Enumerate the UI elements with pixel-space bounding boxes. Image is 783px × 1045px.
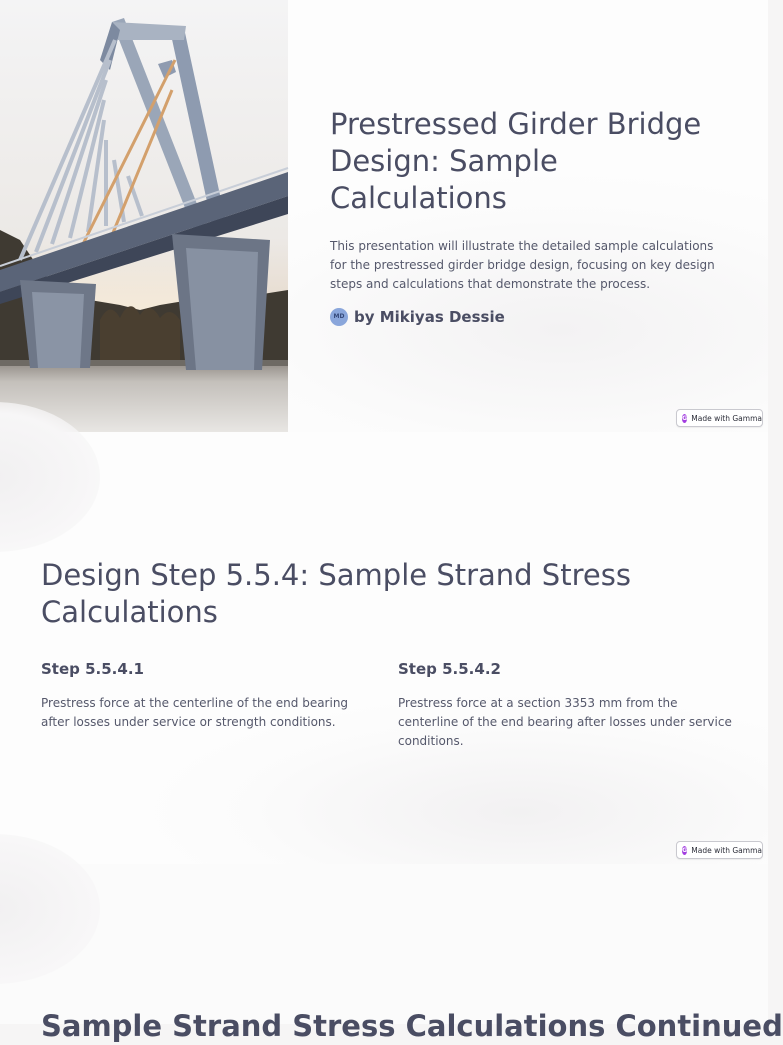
author-avatar: MD [330,308,348,326]
author-name: by Mikiyas Dessie [354,308,505,326]
slide-title: Design Step 5.5.4: Sample Strand Stress Calculations [41,558,631,629]
author-byline [330,306,505,328]
presentation-title: Prestressed Girder Bridge Design: Sample Calculations [330,107,702,215]
slide-title: Sample Strand Stress Calculations Continued [41,1009,783,1043]
made-with-gamma-badge[interactable] [676,409,763,427]
gamma-logo-icon: G [682,414,688,422]
continued-slide [0,864,783,1043]
gamma-badge-label: Made with Gamma [691,845,762,855]
bridge-photo [0,0,288,432]
step-text-2: Prestress force at a section 3353 mm from the centerline of the end bearing after losses under service conditions. [398,696,732,748]
step-heading-2: Step 5.5.4.2 [398,660,501,678]
title-slide [0,0,768,432]
step-heading-1: Step 5.5.4.1 [41,660,144,678]
gamma-badge-label: Made with Gamma [691,413,762,423]
step-text-1: Prestress force at the centerline of the end bearing after losses under service or strength conditions. [41,696,349,729]
presentation-description: This presentation will illustrate the detailed sample calculations for the prestressed girder bridge design, focusing on key design steps and calculations that demonstrate the process. [330,239,715,291]
design-step-slide [0,432,768,864]
gamma-logo-icon: G [682,846,688,854]
made-with-gamma-badge[interactable] [676,841,763,859]
